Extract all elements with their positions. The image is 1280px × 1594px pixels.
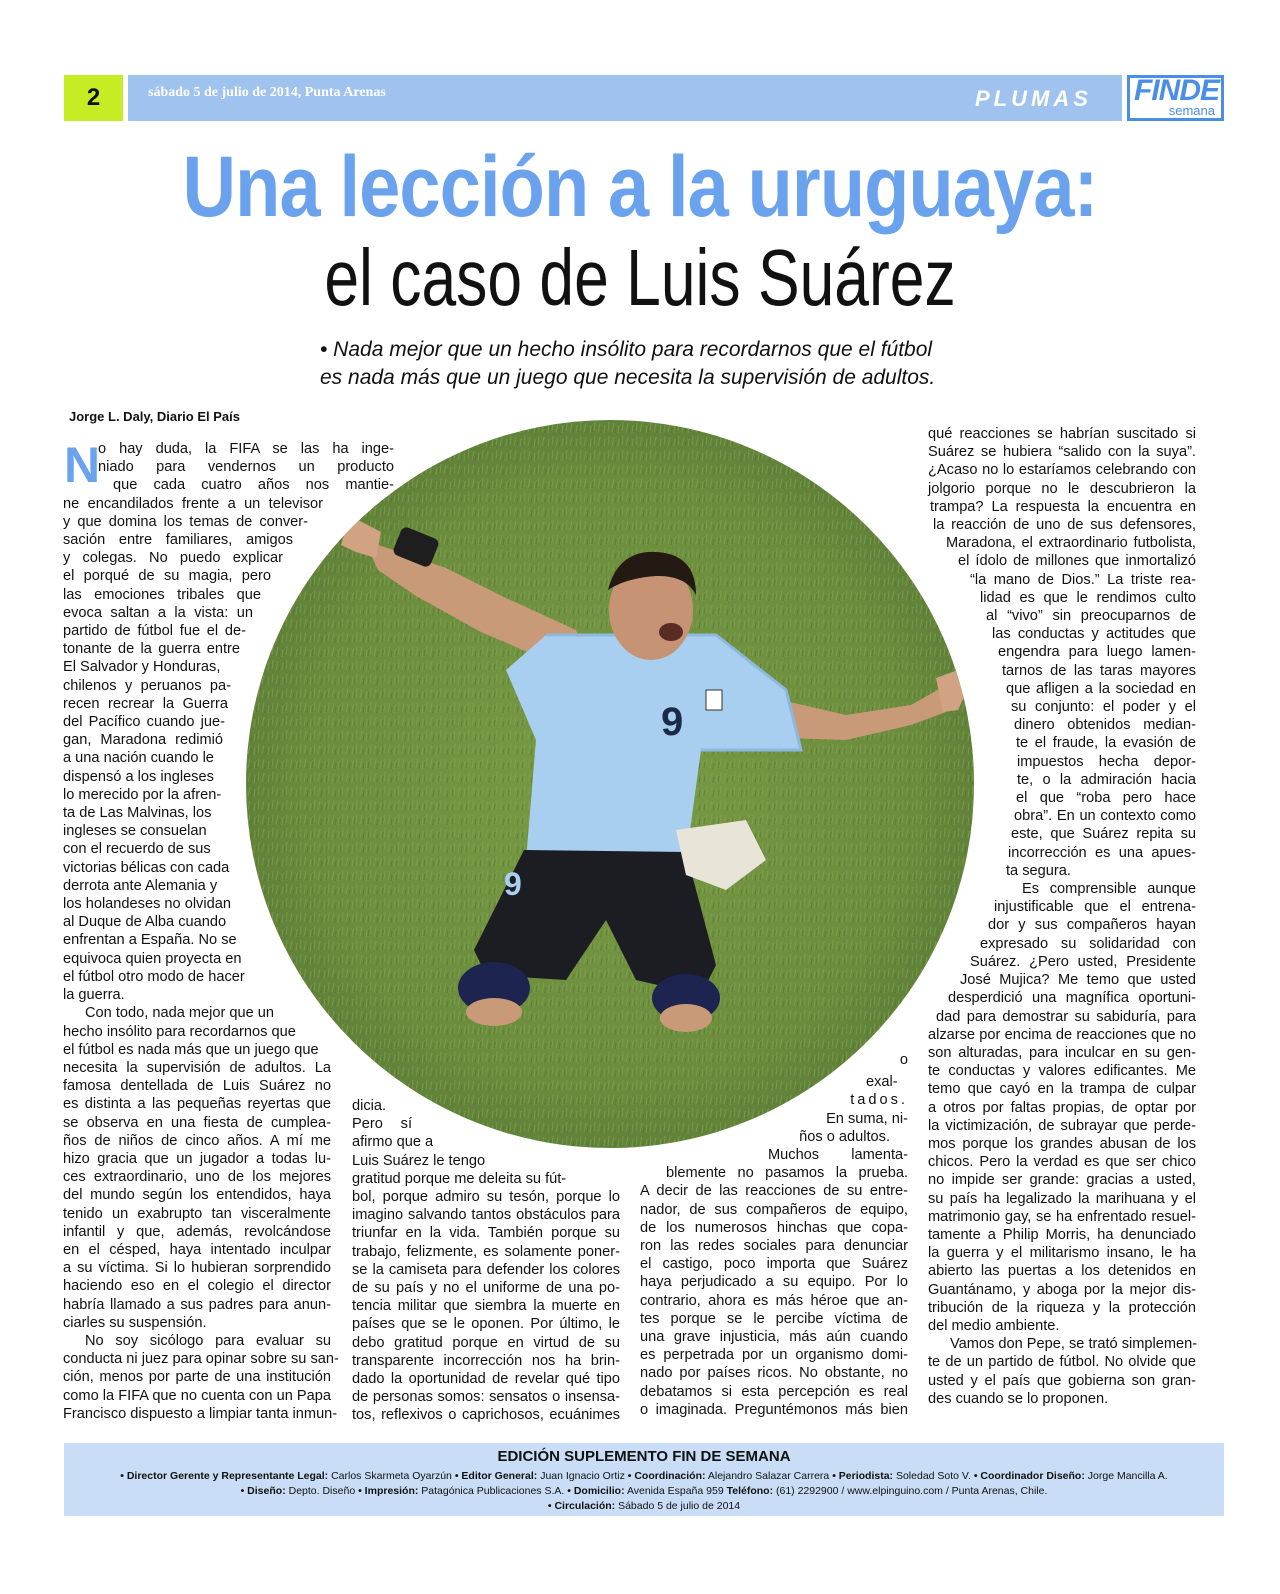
credit-label: • Periodista: xyxy=(832,1470,894,1482)
text-line: conducta ni juez para opinar sobre su san- xyxy=(63,1351,339,1368)
credit-value: Soledad Soto V. xyxy=(895,1470,971,1482)
text-line: que afligen a la sociedad en xyxy=(1006,680,1196,697)
text-line: las conductas y actitudes que xyxy=(992,626,1196,643)
article-lead xyxy=(320,336,980,392)
text-line: dicia. xyxy=(352,1098,387,1114)
credit-value: Carlos Skarmeta Oyarzún xyxy=(331,1470,452,1482)
lead-line-2: es nada más que un juego que necesita la supervisión de adultos. xyxy=(320,366,936,389)
text-line: evoca saltan a la vista: un xyxy=(63,604,253,621)
text-line: exal- xyxy=(866,1074,898,1091)
credits-line-1 xyxy=(64,1470,1224,1482)
text-line: te, o la admiración hacia xyxy=(1017,771,1196,788)
column-1 xyxy=(63,437,394,1423)
text-line: trabajo, felizmente, es solamente poner- xyxy=(352,1243,620,1260)
text-line: impuestos hecha depor- xyxy=(1017,753,1196,770)
text-line: la guerra. xyxy=(63,987,125,1004)
text-line: o xyxy=(899,1052,908,1068)
credit-label: • Domicilio: xyxy=(567,1485,625,1497)
logo-sub-text: semana xyxy=(1168,103,1215,118)
text-line: dispensó a los ingleses xyxy=(63,768,214,785)
text-line: se observa en una fiesta de cumplea- xyxy=(63,1114,331,1131)
jersey-number: 9 xyxy=(661,700,684,744)
credit-value: Juan Ignacio Ortiz xyxy=(540,1470,625,1482)
text-line: tos, reflexivos o caprichosos, ecuánimes xyxy=(352,1407,620,1424)
text-line: de su país y no el uniforme de una po- xyxy=(352,1280,620,1297)
text-line: blemente no pasamos la prueba. xyxy=(666,1165,908,1182)
text-line: tonante de la guerra entre xyxy=(63,641,240,658)
text-line: haciendo eso en el colegio el director xyxy=(63,1278,331,1295)
text-line: los holandeses no olvidan xyxy=(63,896,231,913)
credit-label: • Director Gerente y Representante Legal: xyxy=(120,1470,329,1482)
text-line: des cuando se lo proponen. xyxy=(928,1390,1109,1407)
text-line: qué reacciones se habrían suscitado si xyxy=(928,426,1196,442)
text-line: ciarles su suspensión. xyxy=(63,1314,207,1331)
text-line: las emociones tribales que xyxy=(63,586,261,603)
text-line: Luis Suárez le tengo xyxy=(352,1152,486,1169)
text-line: Es comprensible aunque xyxy=(1022,881,1196,898)
drop-cap: N xyxy=(64,437,101,493)
credit-value: Depto. Diseño xyxy=(288,1485,356,1497)
section-name: PLUMAS xyxy=(975,86,1092,111)
text-line: imagino salvando tantos obstáculos para xyxy=(352,1207,620,1224)
text-line: triunfar en la vida. También porque su xyxy=(352,1225,620,1242)
text-line: ños o adultos. xyxy=(799,1128,890,1145)
text-line: chilenos y peruanos pa- xyxy=(63,677,231,694)
text-line: con el recuerdo de sus xyxy=(63,841,211,858)
text-line: Muchos lamenta- xyxy=(768,1147,908,1164)
text-line: A decir de las reacciones de su entre- xyxy=(640,1183,908,1200)
shorts-number: 9 xyxy=(504,866,522,902)
credit-label: • Impresión: xyxy=(358,1485,419,1497)
article-title: Una lección a la uruguaya: xyxy=(182,139,1098,235)
text-line: como la FIFA que no cuenta con un Papa xyxy=(63,1387,331,1404)
text-line: de los numerosos hinchas que copa- xyxy=(640,1219,908,1236)
text-line: no impide ser grande: gracias a usted, xyxy=(928,1172,1196,1189)
text-line: abierto las puertas a los detenidos en xyxy=(928,1263,1196,1280)
text-line: se la camiseta para defender los colores xyxy=(352,1261,620,1278)
text-line: gan, Maradona redimió xyxy=(63,732,223,749)
text-line: injustificable que el entrena- xyxy=(994,899,1196,916)
text-line: el porqué de su magia, pero xyxy=(63,568,271,585)
text-line: enfrentan a España. No se xyxy=(63,932,237,949)
text-line: necesita la supervisión de adultos. La xyxy=(63,1059,331,1076)
logo-main-text: FINDE xyxy=(1134,74,1219,107)
text-line: “la mano de Dios.” La triste rea- xyxy=(970,571,1196,588)
text-line: desperdició una magnífica oportuni- xyxy=(948,990,1196,1007)
text-line: tamente a Philip Morris, ha denunciado xyxy=(928,1226,1196,1243)
text-line: contrario, ahora es más héroe que an- xyxy=(640,1292,908,1309)
finde-logo xyxy=(1127,75,1224,121)
byline: Jorge L. Daly, Diario El País xyxy=(69,409,240,424)
credit-value: Avenida España 959 xyxy=(626,1485,724,1497)
text-line: Francisco dispuesto a limpiar tanta inmun- xyxy=(63,1405,338,1422)
text-line: lo merecido por la afren- xyxy=(63,786,222,803)
text-line: es perpetrada por un organismo domi- xyxy=(640,1347,908,1364)
text-line: debo gratitud porque en virtud de su xyxy=(352,1334,620,1351)
text-line: famosa dentellada de Luis Suárez no xyxy=(63,1078,331,1095)
text-line: la reacción de uno de sus defensores, xyxy=(933,517,1196,534)
text-line: a una nación cuando le xyxy=(63,750,214,767)
credit-value: Jorge Mancilla A. xyxy=(1087,1470,1168,1482)
text-line: tribución de la riqueza y la protección xyxy=(928,1299,1196,1316)
page-number: 2 xyxy=(64,75,123,121)
text-line: transparente incorrección nos ha brin- xyxy=(352,1352,620,1369)
text-line: la guerra y el militarismo insano, le ha xyxy=(928,1245,1196,1262)
text-line: dad para demostrar su sabiduría, para xyxy=(936,1008,1196,1025)
text-line: José Mujica? Me temo que usted xyxy=(960,972,1196,989)
text-line: Pero sí xyxy=(352,1116,412,1133)
text-line: Con todo, nada mejor que un xyxy=(85,1005,275,1022)
text-line: niado para vendernos un producto xyxy=(98,459,394,476)
text-line: a su víctima. Si lo hubieran sorprendido xyxy=(63,1260,331,1277)
text-line: equivoca quien proyecta en xyxy=(63,950,242,967)
credit-value: Patagónica Publicaciones S.A. xyxy=(421,1485,565,1497)
credit-label: • Circulación: xyxy=(547,1500,616,1512)
text-line: tencia militar que siembra la muerte en xyxy=(352,1298,620,1315)
text-line: tenido un exabrupto tan visceralmente xyxy=(63,1205,331,1222)
text-line: ne encandilados frente a un televisor xyxy=(63,495,323,512)
text-line: al Duque de Alba cuando xyxy=(63,914,227,931)
text-line: tados. xyxy=(850,1092,908,1109)
text-line: habría llamado a sus padres para anun- xyxy=(63,1296,331,1313)
column-2 xyxy=(352,1097,620,1425)
text-line: ingleses se consuelan xyxy=(63,823,207,840)
text-line: jolgorio porque no le descubrieron la xyxy=(928,480,1196,497)
credits-line-2 xyxy=(64,1485,1224,1497)
text-line: recen recrear la Guerra xyxy=(63,695,228,712)
column-4 xyxy=(928,425,1196,1408)
text-line: en el césped, haya intentado inculpar xyxy=(63,1241,331,1258)
text-line: ños de niños de cinco años. A mí me xyxy=(63,1132,331,1149)
text-line: el castigo, poco importa que Suárez xyxy=(640,1256,908,1273)
text-line: el que “roba pero hace xyxy=(1016,790,1196,807)
text-line: victorias bélicas con cada xyxy=(63,859,230,876)
text-line: al “vivo” sin preocuparnos de xyxy=(986,608,1196,625)
text-line: ron las redes sociales para denunciar xyxy=(640,1238,908,1255)
text-line: El Salvador y Honduras, xyxy=(63,659,221,676)
text-line: matrimonio gay, se ha enfrentado resuel- xyxy=(928,1208,1196,1225)
article-subtitle: el caso de Luis Suárez xyxy=(324,233,956,322)
text-line: tes porque se le percibe víctima de xyxy=(640,1310,908,1327)
text-line: ta segura. xyxy=(1006,862,1071,879)
text-line: Suárez. ¿Pero usted, Presidente xyxy=(970,953,1196,970)
credit-value: Sábado 5 de julio de 2014 xyxy=(618,1500,741,1512)
text-line: ta de Las Malvinas, los xyxy=(63,805,212,822)
text-line: que cada cuatro años nos mantie- xyxy=(113,477,394,494)
text-line: este, que Suárez repita su xyxy=(1011,826,1196,843)
text-line: derrota ante Alemania y xyxy=(63,877,218,894)
text-line: nado por países ricos. No obstante, no xyxy=(640,1365,908,1382)
text-line: afirmo que a xyxy=(352,1134,434,1151)
text-line: su conjunto: el poder y el xyxy=(1011,699,1196,716)
header-date: sábado 5 de julio de 2014, Punta Arenas xyxy=(148,85,386,100)
credit-label: • Coordinación: xyxy=(627,1470,706,1482)
text-line: ces extraordinario, uno de los mejores xyxy=(63,1169,331,1186)
text-line: Guantánamo, y aboga por la mejor dis- xyxy=(928,1281,1196,1298)
text-line: o hay duda, la FIFA se las ha inge- xyxy=(98,441,394,457)
text-line: Suárez se hubiera “salido con la suya”. xyxy=(928,444,1196,461)
text-line: países que se le oponen. Por último, le xyxy=(352,1316,620,1333)
text-line: hizo gracia que un jugador a todas lu- xyxy=(63,1150,331,1167)
credit-label: Teléfono: xyxy=(726,1485,774,1497)
credit-label: • Coordinador Diseño: xyxy=(973,1470,1085,1482)
text-line: del mundo según los entendidos, haya xyxy=(63,1187,331,1204)
text-line: alzarse por encima de reacciones que no xyxy=(928,1026,1196,1043)
text-line: hecho insólito para recordarnos que xyxy=(63,1023,296,1040)
text-line: el fútbol otro modo de hacer xyxy=(63,968,245,985)
text-line: y que domina los temas de conver- xyxy=(63,513,308,530)
text-line: el ídolo de millones que inmortalizó xyxy=(958,553,1196,570)
text-line: dor y sus compañeros hayan xyxy=(988,917,1196,934)
text-line: obra”. En un contexto como xyxy=(1014,808,1196,825)
credit-value: Alejandro Salazar Carrera xyxy=(707,1470,830,1482)
text-line: y colegas. No puedo explicar xyxy=(63,550,283,567)
text-line: Maradona, el extraordinario futbolista, xyxy=(946,535,1196,552)
text-line: En suma, ni- xyxy=(826,1110,908,1127)
text-line: Vamos don Pepe, se trató simplemen- xyxy=(950,1336,1198,1353)
text-line: o imaginada. Preguntémonos más bien xyxy=(640,1401,908,1418)
text-line: es distinta a las pequeñas reyertas que xyxy=(63,1096,331,1113)
text-line: trampa? La respuesta la encuentra en xyxy=(930,498,1196,515)
text-line: chicos. Pero la verdad es que ser chico xyxy=(928,1154,1196,1171)
text-line: nador, de sus compañeros de equipo, xyxy=(640,1201,908,1218)
text-line: su país ha legalizado la marihuana y el xyxy=(928,1190,1196,1207)
text-line: usted y el país que gobierna son gran- xyxy=(928,1372,1196,1389)
text-line: gratitud porque me deleita su fút- xyxy=(352,1170,567,1187)
text-line: infantil y que, además, revolcándose xyxy=(63,1223,331,1240)
text-line: bol, porque admiro su tesón, porque lo xyxy=(352,1189,620,1206)
text-line: haya perjudicado a su equipo. Por lo xyxy=(640,1274,908,1291)
text-line: son alturadas, para inculcar en su gen- xyxy=(928,1044,1196,1061)
text-line: ción, menos por parte de una institución xyxy=(63,1369,331,1386)
text-line: incorrección es una apues- xyxy=(1008,844,1196,861)
text-line: mos porque los grandes abusan de los xyxy=(928,1135,1196,1152)
text-line: del medio ambiente. xyxy=(928,1317,1060,1334)
text-line: te conductas y valores edificantes. Me xyxy=(928,1063,1196,1080)
credit-value: (61) 2292900 / www.elpinguino.com / Punta Arenas, Chile. xyxy=(775,1485,1048,1497)
lead-line-1: • Nada mejor que un hecho insólito para recordarnos que el fútbol xyxy=(320,338,933,361)
text-line: expresado su solidaridad con xyxy=(980,935,1196,952)
text-line: tarnos de las taras mayores xyxy=(1002,662,1196,679)
text-line: te de un partido de fútbol. No olvide que xyxy=(928,1354,1196,1371)
text-line: engendra para luego lamen- xyxy=(998,644,1196,661)
text-line: dinero obtenidos median- xyxy=(1014,717,1196,734)
column-3 xyxy=(640,1051,908,1419)
text-line: dado la oportunidad de revelar qué tipo xyxy=(352,1371,620,1388)
text-line: lidad es que le rendimos culto xyxy=(980,589,1196,606)
text-line: No soy sicólogo para evaluar su xyxy=(85,1332,331,1349)
text-line: del Pacífico cuando jue- xyxy=(63,714,225,731)
text-line: sación entre familiares, amigos xyxy=(63,532,293,549)
credits-line-3 xyxy=(64,1500,1224,1512)
credit-label: • Diseño: xyxy=(240,1485,286,1497)
text-line: la victimización, de subrayar que perde- xyxy=(928,1117,1196,1134)
text-line: te el fraude, la evasión de xyxy=(1016,735,1196,752)
credit-label: • Editor General: xyxy=(454,1470,538,1482)
text-line: el fútbol es nada más que un juego que xyxy=(63,1041,319,1058)
text-line: temo que cayó en la trampa de culpar xyxy=(928,1081,1196,1098)
text-line: ¿Acaso no lo estaríamos celebrando con xyxy=(928,462,1196,479)
text-line: a otros por faltas propias, de optar por xyxy=(928,1099,1196,1116)
text-line: una grave injusticia, más aún cuando xyxy=(640,1329,908,1346)
text-line: de personas somos: sensatos o insensa- xyxy=(352,1389,620,1406)
credits-title: EDICIÓN SUPLEMENTO FIN DE SEMANA xyxy=(497,1448,791,1465)
text-line: debatamos si esta percepción es real xyxy=(640,1383,908,1400)
text-line: partido de fútbol fue el de- xyxy=(63,623,246,640)
